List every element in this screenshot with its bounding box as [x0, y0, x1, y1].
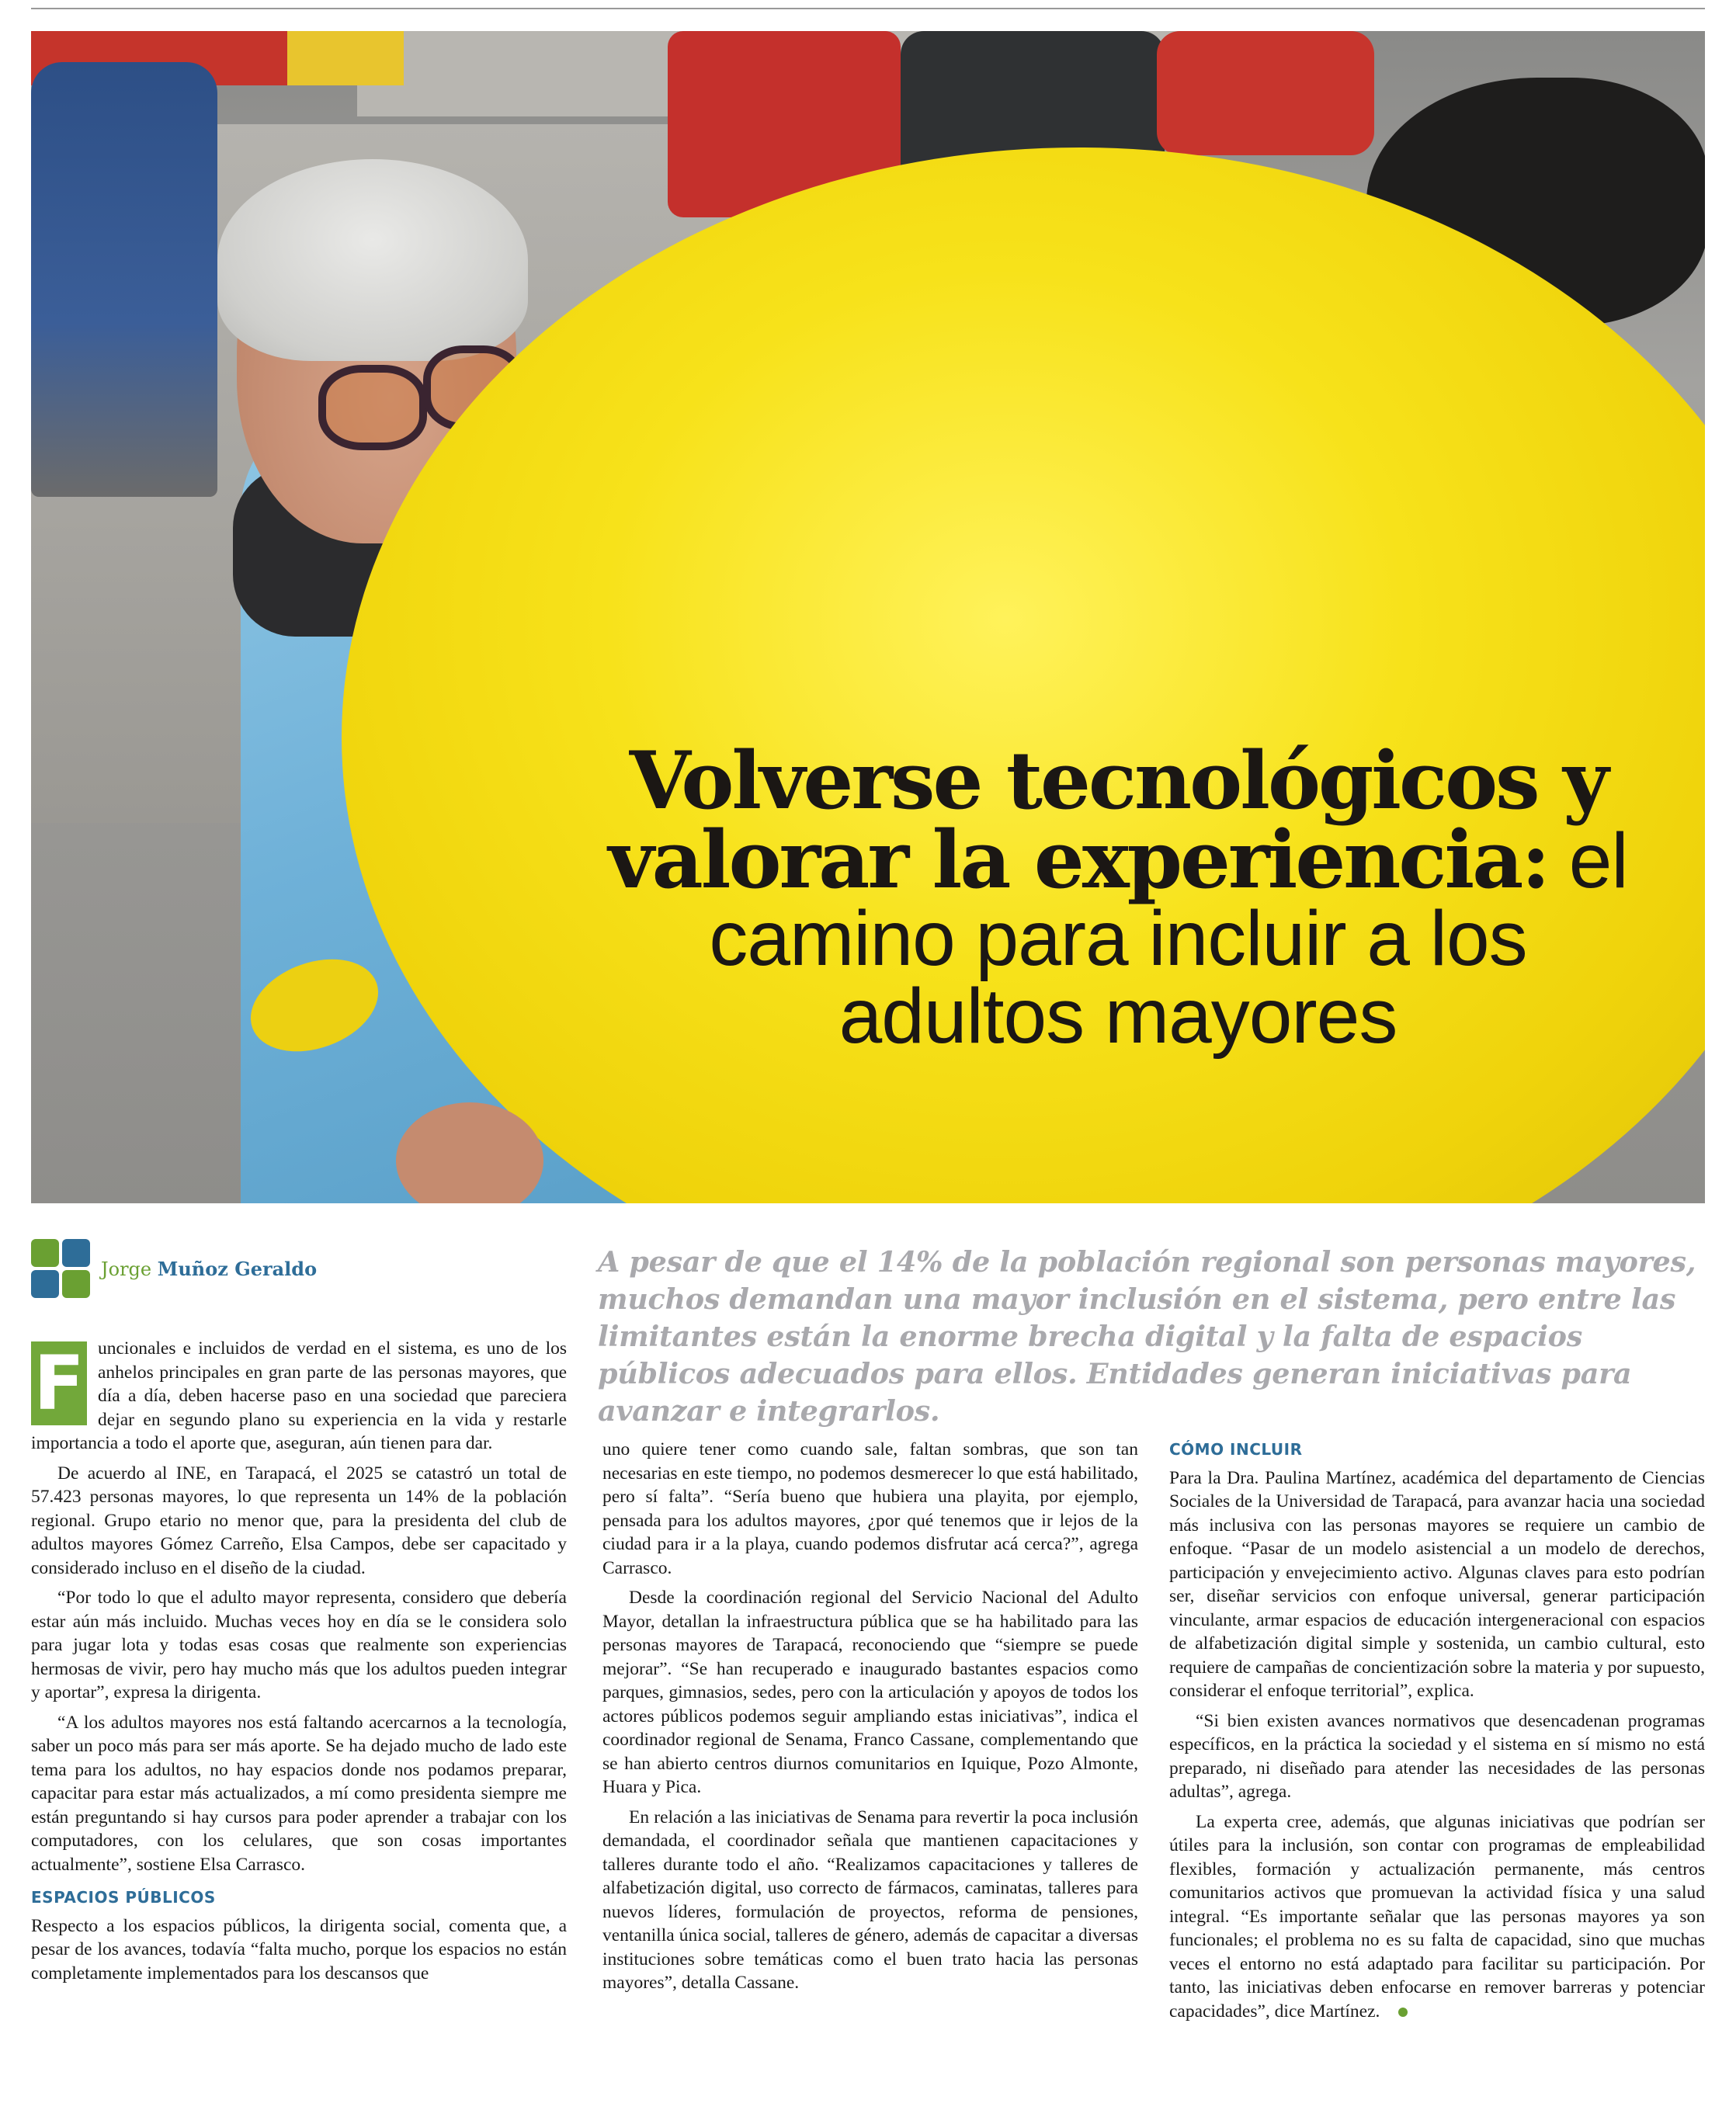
section-heading-como-incluir: CÓMO INCLUIR	[1169, 1440, 1303, 1459]
section-heading-espacios: ESPACIOS PÚBLICOS	[31, 1888, 216, 1907]
photo-person-red-jacket-right	[1157, 31, 1374, 155]
paragraph-6: uno quiere tener como cuando sale, faltan sombras, que son tan necesarias en este tiempo, no podemos desmerecer lo que está habilitado, pero sí falta”. “Sería bueno que hubiera una playita, por ejemplo, pensada para los adultos mayores, ¿por qué tenemos que ir lejos de la ciudad para ir a la playa, cuando podemos disfrutar acá cerca?”, agrega Carrasco.	[602, 1439, 1138, 1578]
author-logo-icon	[31, 1239, 90, 1298]
byline-last-name: Muñoz Geraldo	[157, 1258, 318, 1280]
paragraph-11-text: La experta cree, además, que algunas iniciativas que podrían ser útiles para la inclusión, son contar con programas de empleabilidad flexibles, formación y actualización permanente, más centros comunitarios activos que promuevan la actividad física y una salud integral. “Es importante señalar que las personas mayores ya son funcionales; el problema no es su falta de capacidad, sino que muchas veces el entorno no está adaptado para facilitar su participación. Por tanto, las iniciativas deben enfocarse en remover barreras y potenciar capacidades”, dice Martínez.	[1169, 1811, 1705, 2022]
paragraph-4: “A los adultos mayores nos está faltando acercarnos a la tecnología, saber un poco más para ser más aporte. Se ha dejado mucho de lado este tema para los adultos, no hay espacios donde nos podamos preparar, capacitar para estar más actualizados, a mí como presidenta siempre me están preguntando si hay cursos para poder aprender a trabajar con los computadores, con los celulares, que son cosas importantes actualmente”, sostiene Elsa Carrasco.	[31, 1712, 567, 1875]
byline-first-name: Jorge	[101, 1258, 152, 1280]
photo-glasses-left	[318, 365, 427, 450]
paragraph-10: “Si bien existen avances normativos que desencadenan programas específicos, en la práctica la sociedad y el sistema en sí mismo no está preparado, ni diseñado para atender las necesidades de las personas adultas”, agrega.	[1169, 1710, 1705, 1802]
photo-person-left	[31, 62, 217, 497]
paragraph-1-text: uncionales e incluidos de verdad en el sistema, es uno de los anhelos principales en gran parte de las personas mayores, que día a día, deben hacerse paso en una sociedad que pareciera dejar en segundo plano su experiencia en la vida y restarle importancia a todo el aporte que, aseguran, aún tienen para dar.	[31, 1338, 567, 1453]
photo-woman-hair	[217, 159, 528, 361]
paragraph-5: Respecto a los espacios públicos, la dirigenta social, comenta que, a pesar de los avances, todavía “falta mucho, porque los espacios no están completamente implementados para los descansos que	[31, 1915, 567, 1983]
article-lead: A pesar de que el 14% de la población regional son personas mayores, muchos demandan una mayor inclusión en el sistema, pero entre las limitantes están la enorme brecha digital y la falta de espacios públicos adecuados para ellos. Entidades generan iniciativas para avanzar e integrarlos.	[598, 1245, 1696, 1428]
paragraph-9: Para la Dra. Paulina Martínez, académica del departamento de Ciencias Sociales de la Universidad de Tarapacá, para avanzar hacia una sociedad más inclusiva con las personas mayores se requiere un cambio de enfoque. “Pasar de un modelo asistencial a un modelo de derechos, participación y envejecimiento activo. Algunas claves para esto podrían ser, diseñar servicios con enfoque universal, generar participación vinculante, armar espacios de educación intergeneracional con espacios de alfabetización digital simple y sostenida, un cambio cultural, esto requiere de campañas de concientización sobre la materia y por supuesto, considerar el enfoque territorial”, explica.	[1169, 1467, 1705, 1701]
top-rule	[31, 8, 1705, 9]
article-column-3	[1169, 1438, 1705, 2029]
paragraph-11	[1169, 1810, 1705, 2024]
headline-light-line2: el	[1548, 817, 1628, 904]
paragraph-1	[31, 1337, 567, 1456]
photo-flag-stripe	[287, 31, 404, 85]
headline-bold-line1: Volverse tecnológicos y	[629, 734, 1607, 828]
byline	[101, 1258, 317, 1280]
paragraph-3: “Por todo lo que el adulto mayor representa, considero que debería estar aún más incluido. Muchas veces hoy en día se le considera solo para jugar lota y todas esas cosas que realmente son experiencias hermosas de vivir, pero hay mucho más que los adultos pueden integrar y aportar”, expresa la dirigenta.	[31, 1588, 567, 1702]
paragraph-7: Desde la coordinación regional del Servicio Nacional del Adulto Mayor, detallan la infraestructura pública que se ha habilitado para las personas mayores de Tarapacá, reconociendo que “siempre se puede mejorar”. “Se han recuperado e inaugurado bastantes espacios como parques, gimnasios, sedes, pero con la articulación y apoyos de todos los actores públicos podemos seguir ampliando estas iniciativas”, indica el coordinador regional de Senama, Franco Cassane, complementando que se han abierto centros diurnos comunitarios en Iquique, Pozo Almonte, Huara y Pica.	[602, 1588, 1138, 1797]
article-column-1	[31, 1337, 567, 1991]
headline-bold-line2: valorar la experiencia:	[608, 814, 1548, 907]
paragraph-2: De acuerdo al INE, en Tarapacá, el 2025 se catastró un total de 57.423 personas mayores, lo que representa un 14% de la población regional. Grupo etario no menor que, para la presidenta del club de adultos mayores Gómez Carreño, Elsa Campos, debe ser capacitado y considerado incluso en el diseño de la ciudad.	[31, 1463, 567, 1578]
drop-cap: F	[31, 1341, 87, 1425]
paragraph-8: En relación a las iniciativas de Senama para revertir la poca inclusión demandada, el coordinador señala que mantienen capacitaciones y talleres durante todo el año. “Realizamos capacitaciones y talleres de alfabetización digital, uso correcto de fármacos, caminatas, talleres para nuevos líderes, formulación de proyectos, reforma de pensiones, ventanilla única social, talleres de género, además de capacitar a diversas instituciones sobre temáticas como el buen trato hacia las personas mayores”, detalla Cassane.	[602, 1806, 1138, 1993]
end-mark-icon	[1398, 2008, 1408, 2017]
article-column-2	[602, 1438, 1138, 2001]
headline-light-line3: camino para incluir a los	[709, 895, 1527, 982]
headline	[559, 734, 1677, 1060]
headline-light-line4: adultos mayores	[838, 973, 1397, 1060]
